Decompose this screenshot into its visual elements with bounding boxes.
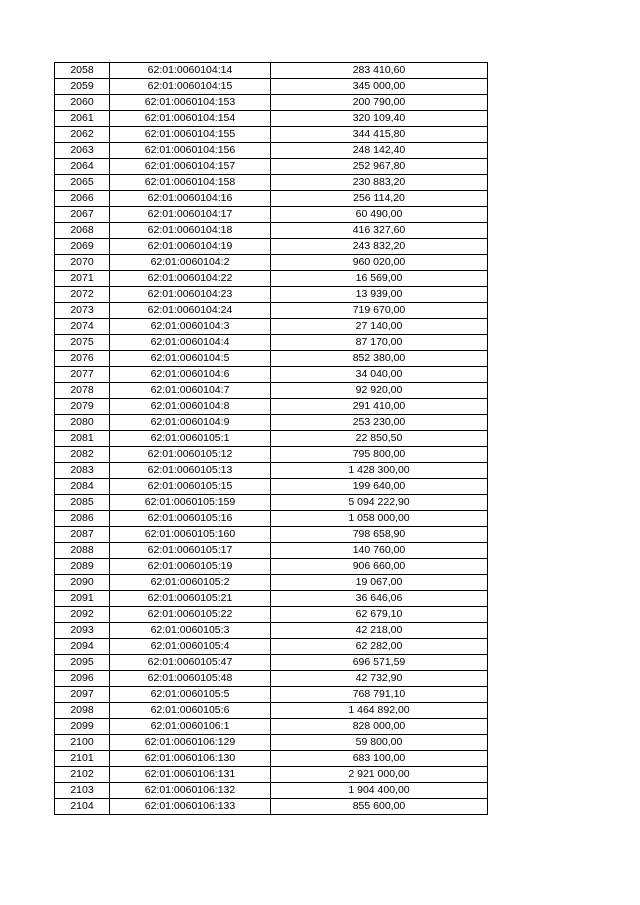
table-row [55,287,488,303]
row-number-cell: 2058 [55,63,110,79]
value-cell: 42 218,00 [271,623,488,639]
table-row [55,655,488,671]
table-row [55,79,488,95]
row-number-cell: 2076 [55,351,110,367]
table-row [55,463,488,479]
cadastral-number-cell: 62:01:0060104:3 [110,319,271,335]
row-number-cell: 2065 [55,175,110,191]
cadastral-number-cell: 62:01:0060104:22 [110,271,271,287]
cadastral-number-cell: 62:01:0060104:158 [110,175,271,191]
row-number-cell: 2080 [55,415,110,431]
row-number-cell: 2099 [55,719,110,735]
cadastral-number-cell: 62:01:0060104:19 [110,239,271,255]
table-row [55,191,488,207]
table-row [55,175,488,191]
value-cell: 1 428 300,00 [271,463,488,479]
row-number-cell: 2074 [55,319,110,335]
row-number-cell: 2063 [55,143,110,159]
table-row [55,207,488,223]
value-cell: 1 464 892,00 [271,703,488,719]
table-row [55,399,488,415]
value-cell: 798 658,90 [271,527,488,543]
row-number-cell: 2089 [55,559,110,575]
row-number-cell: 2064 [55,159,110,175]
value-cell: 320 109,40 [271,111,488,127]
table-row [55,271,488,287]
cadastral-number-cell: 62:01:0060104:18 [110,223,271,239]
row-number-cell: 2101 [55,751,110,767]
cadastral-number-cell: 62:01:0060105:22 [110,607,271,623]
value-cell: 42 732,90 [271,671,488,687]
cadastral-number-cell: 62:01:0060104:16 [110,191,271,207]
row-number-cell: 2062 [55,127,110,143]
cadastral-number-cell: 62:01:0060105:6 [110,703,271,719]
value-cell: 62 282,00 [271,639,488,655]
cadastral-number-cell: 62:01:0060105:160 [110,527,271,543]
value-cell: 140 760,00 [271,543,488,559]
value-cell: 60 490,00 [271,207,488,223]
row-number-cell: 2093 [55,623,110,639]
cadastral-number-cell: 62:01:0060104:5 [110,351,271,367]
value-cell: 719 670,00 [271,303,488,319]
table-row [55,735,488,751]
table-row [55,255,488,271]
table-row [55,303,488,319]
table-row [55,703,488,719]
table-row [55,639,488,655]
table-row [55,527,488,543]
value-cell: 852 380,00 [271,351,488,367]
cadastral-number-cell: 62:01:0060104:23 [110,287,271,303]
cadastral-number-cell: 62:01:0060105:48 [110,671,271,687]
table-row [55,783,488,799]
table-row [55,511,488,527]
table-row [55,591,488,607]
cadastral-number-cell: 62:01:0060105:47 [110,655,271,671]
table-row [55,751,488,767]
row-number-cell: 2092 [55,607,110,623]
cadastral-value-table [54,62,488,815]
value-cell: 248 142,40 [271,143,488,159]
row-number-cell: 2097 [55,687,110,703]
cadastral-number-cell: 62:01:0060104:154 [110,111,271,127]
value-cell: 92 920,00 [271,383,488,399]
cadastral-number-cell: 62:01:0060105:19 [110,559,271,575]
row-number-cell: 2071 [55,271,110,287]
table-row [55,335,488,351]
row-number-cell: 2067 [55,207,110,223]
cadastral-number-cell: 62:01:0060106:1 [110,719,271,735]
cadastral-number-cell: 62:01:0060105:16 [110,511,271,527]
value-cell: 344 415,80 [271,127,488,143]
cadastral-number-cell: 62:01:0060105:21 [110,591,271,607]
cadastral-number-cell: 62:01:0060104:17 [110,207,271,223]
cadastral-number-cell: 62:01:0060105:15 [110,479,271,495]
row-number-cell: 2090 [55,575,110,591]
cadastral-number-cell: 62:01:0060105:12 [110,447,271,463]
row-number-cell: 2085 [55,495,110,511]
cadastral-number-cell: 62:01:0060104:153 [110,95,271,111]
cadastral-number-cell: 62:01:0060105:2 [110,575,271,591]
table-row [55,351,488,367]
table-row [55,383,488,399]
row-number-cell: 2075 [55,335,110,351]
cadastral-number-cell: 62:01:0060105:4 [110,639,271,655]
table-row [55,239,488,255]
table-row [55,543,488,559]
row-number-cell: 2088 [55,543,110,559]
value-cell: 768 791,10 [271,687,488,703]
row-number-cell: 2094 [55,639,110,655]
value-cell: 1 904 400,00 [271,783,488,799]
cadastral-number-cell: 62:01:0060104:14 [110,63,271,79]
table-row [55,159,488,175]
value-cell: 416 327,60 [271,223,488,239]
row-number-cell: 2100 [55,735,110,751]
cadastral-number-cell: 62:01:0060104:24 [110,303,271,319]
row-number-cell: 2086 [55,511,110,527]
row-number-cell: 2079 [55,399,110,415]
value-cell: 22 850,50 [271,431,488,447]
value-cell: 27 140,00 [271,319,488,335]
value-cell: 200 790,00 [271,95,488,111]
row-number-cell: 2077 [55,367,110,383]
cadastral-number-cell: 62:01:0060104:7 [110,383,271,399]
cadastral-number-cell: 62:01:0060104:6 [110,367,271,383]
value-cell: 36 646,06 [271,591,488,607]
cadastral-number-cell: 62:01:0060106:133 [110,799,271,815]
table-row [55,319,488,335]
value-cell: 855 600,00 [271,799,488,815]
cadastral-number-cell: 62:01:0060105:159 [110,495,271,511]
table-row [55,143,488,159]
cadastral-number-cell: 62:01:0060104:4 [110,335,271,351]
value-cell: 960 020,00 [271,255,488,271]
row-number-cell: 2096 [55,671,110,687]
value-cell: 1 058 000,00 [271,511,488,527]
value-cell: 243 832,20 [271,239,488,255]
table-row [55,575,488,591]
cadastral-number-cell: 62:01:0060105:1 [110,431,271,447]
row-number-cell: 2073 [55,303,110,319]
table-row [55,623,488,639]
table-row [55,367,488,383]
row-number-cell: 2060 [55,95,110,111]
cadastral-number-cell: 62:01:0060104:156 [110,143,271,159]
table-row [55,415,488,431]
cadastral-number-cell: 62:01:0060104:15 [110,79,271,95]
row-number-cell: 2095 [55,655,110,671]
table-row [55,111,488,127]
cadastral-number-cell: 62:01:0060104:9 [110,415,271,431]
cadastral-number-cell: 62:01:0060106:132 [110,783,271,799]
row-number-cell: 2069 [55,239,110,255]
value-cell: 19 067,00 [271,575,488,591]
table-row [55,95,488,111]
row-number-cell: 2068 [55,223,110,239]
row-number-cell: 2070 [55,255,110,271]
table-row [55,447,488,463]
row-number-cell: 2081 [55,431,110,447]
cadastral-number-cell: 62:01:0060105:17 [110,543,271,559]
value-cell: 256 114,20 [271,191,488,207]
value-cell: 795 800,00 [271,447,488,463]
table-row [55,719,488,735]
table-row [55,63,488,79]
value-cell: 62 679,10 [271,607,488,623]
table-row [55,767,488,783]
value-cell: 16 569,00 [271,271,488,287]
value-cell: 345 000,00 [271,79,488,95]
value-cell: 828 000,00 [271,719,488,735]
value-cell: 230 883,20 [271,175,488,191]
cadastral-number-cell: 62:01:0060105:3 [110,623,271,639]
cadastral-number-cell: 62:01:0060105:13 [110,463,271,479]
cadastral-number-cell: 62:01:0060106:130 [110,751,271,767]
row-number-cell: 2103 [55,783,110,799]
value-cell: 87 170,00 [271,335,488,351]
value-cell: 696 571,59 [271,655,488,671]
table-row [55,431,488,447]
row-number-cell: 2078 [55,383,110,399]
row-number-cell: 2084 [55,479,110,495]
row-number-cell: 2098 [55,703,110,719]
row-number-cell: 2059 [55,79,110,95]
row-number-cell: 2087 [55,527,110,543]
value-cell: 283 410,60 [271,63,488,79]
row-number-cell: 2091 [55,591,110,607]
cadastral-number-cell: 62:01:0060106:129 [110,735,271,751]
table-row [55,607,488,623]
row-number-cell: 2083 [55,463,110,479]
value-cell: 59 800,00 [271,735,488,751]
row-number-cell: 2104 [55,799,110,815]
value-cell: 13 939,00 [271,287,488,303]
row-number-cell: 2072 [55,287,110,303]
row-number-cell: 2066 [55,191,110,207]
cadastral-number-cell: 62:01:0060104:155 [110,127,271,143]
table-row [55,687,488,703]
table-row [55,799,488,815]
value-cell: 291 410,00 [271,399,488,415]
table-body [55,63,488,815]
value-cell: 2 921 000,00 [271,767,488,783]
table-row [55,127,488,143]
value-cell: 199 640,00 [271,479,488,495]
table-row [55,559,488,575]
table-row [55,479,488,495]
row-number-cell: 2102 [55,767,110,783]
value-cell: 252 967,80 [271,159,488,175]
cadastral-number-cell: 62:01:0060104:157 [110,159,271,175]
table-row [55,671,488,687]
cadastral-number-cell: 62:01:0060104:8 [110,399,271,415]
value-cell: 906 660,00 [271,559,488,575]
row-number-cell: 2082 [55,447,110,463]
value-cell: 5 094 222,90 [271,495,488,511]
value-cell: 683 100,00 [271,751,488,767]
row-number-cell: 2061 [55,111,110,127]
cadastral-number-cell: 62:01:0060105:5 [110,687,271,703]
table-row [55,495,488,511]
value-cell: 253 230,00 [271,415,488,431]
value-cell: 34 040,00 [271,367,488,383]
cadastral-number-cell: 62:01:0060104:2 [110,255,271,271]
table-row [55,223,488,239]
cadastral-number-cell: 62:01:0060106:131 [110,767,271,783]
